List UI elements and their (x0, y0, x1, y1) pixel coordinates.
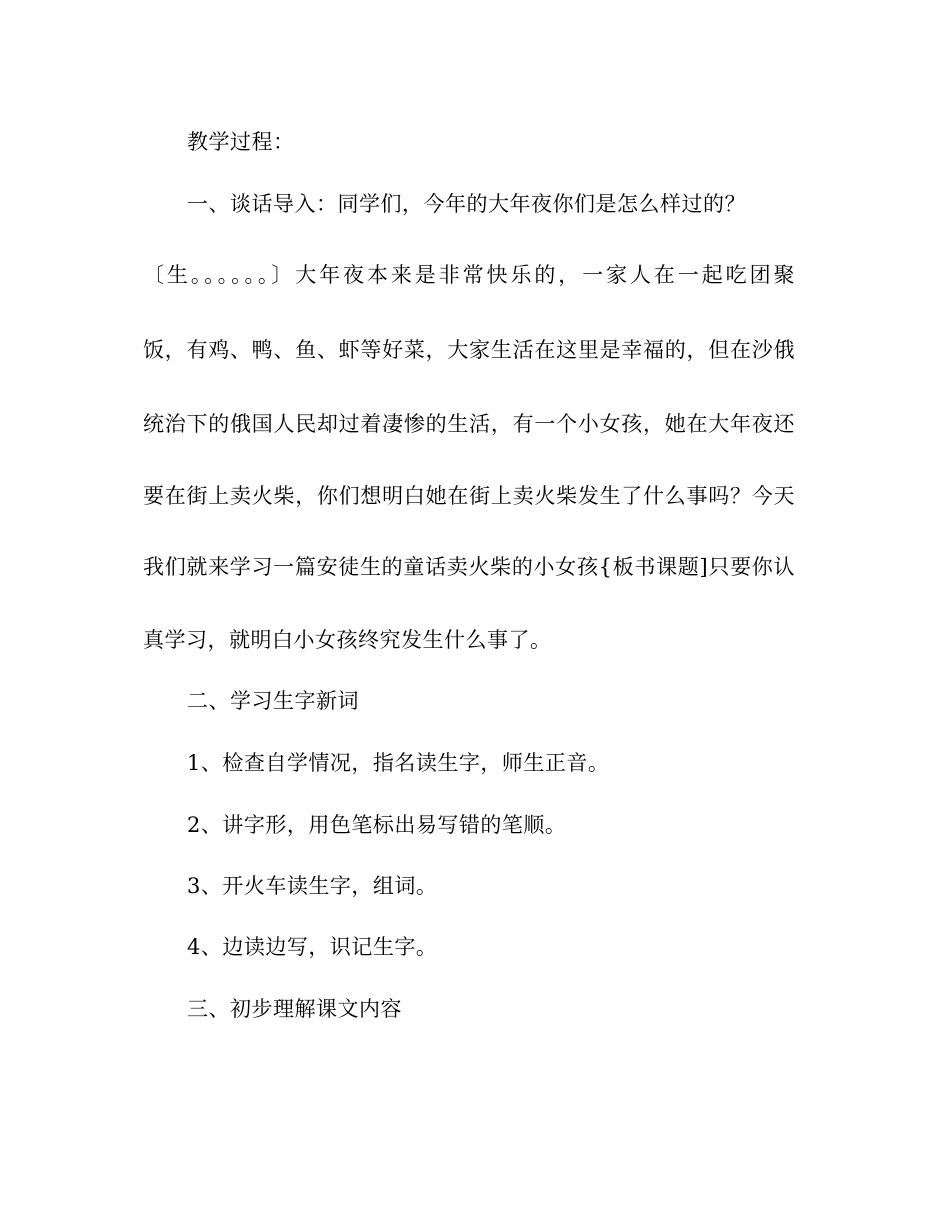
section-1-paragraph-line: 要在街上卖火柴，你们想明白她在街上卖火柴发生了什么事吗？今天 (143, 484, 795, 508)
section-1-paragraph-line: 统治下的俄国人民却过着凄惨的生活，有一个小女孩，她在大年夜还 (143, 412, 795, 436)
section-1-paragraph-line: 真学习，就明白小女孩终究发生什么事了。 (143, 628, 552, 652)
section-1-paragraph-line: 我们就来学习一篇安徒生的童话卖火柴的小女孩{板书课题]只要你认 (143, 555, 795, 579)
teaching-process-heading: 教学过程： (187, 130, 295, 154)
section-1-paragraph-line: 〔生。。。。。。〕大年夜本来是非常快乐的，一家人在一起吃团聚 (143, 263, 795, 287)
section-1-title: 一、谈话导入：同学们，今年的大年夜你们是怎么样过的？ (187, 192, 746, 216)
section-2-title: 二、学习生字新词 (187, 689, 359, 713)
section-3-title: 三、初步理解课文内容 (187, 997, 402, 1021)
section-2-item: 3、开火车读生字，组词。 (187, 874, 438, 898)
section-2-item: 1、检查自学情况，指名读生字，师生正音。 (187, 751, 610, 775)
section-1-paragraph-line: 饭，有鸡、鸭、鱼、虾等好菜，大家生活在这里是幸福的，但在沙俄 (143, 338, 795, 362)
section-2-item: 2、讲字形，用色笔标出易写错的笔顺。 (187, 813, 567, 837)
section-2-item: 4、边读边写，识记生字。 (187, 935, 438, 959)
